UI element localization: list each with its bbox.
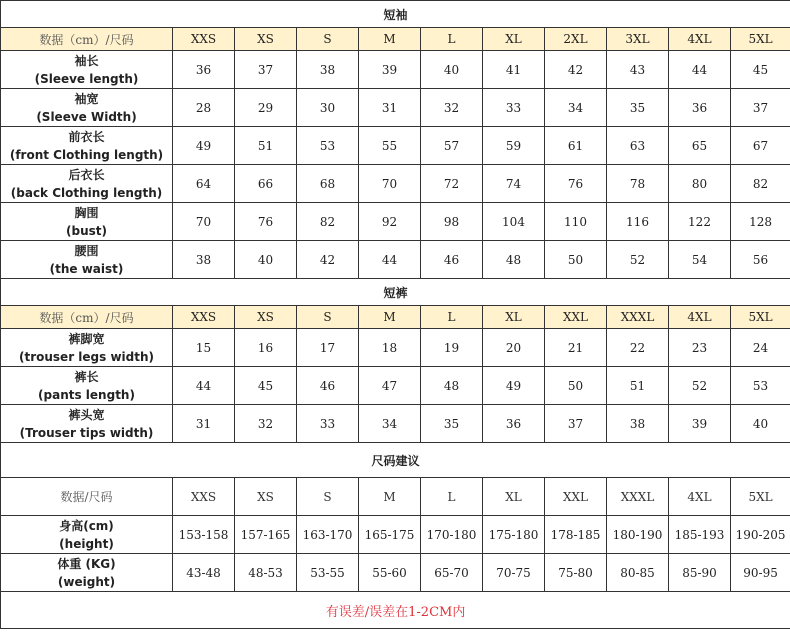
table-cell: 175-180 — [483, 516, 545, 554]
advice-row-label — [1, 516, 173, 554]
table-cell: 56 — [731, 241, 790, 279]
short-sleeve-row-label — [1, 241, 173, 279]
table-row — [1, 405, 790, 443]
table-cell: 80 — [669, 165, 731, 203]
table-cell: 190-205 — [731, 516, 790, 554]
short-sleeve-row-label — [1, 165, 173, 203]
table-cell: 15 — [173, 329, 235, 367]
table-cell: 78 — [607, 165, 669, 203]
row-label-en: (Sleeve Width) — [36, 109, 137, 124]
table-cell: 61 — [545, 127, 607, 165]
size-shorts-1: XS — [235, 306, 297, 329]
short-sleeve-row-label — [1, 127, 173, 165]
row-label-cn: 体重 (KG) — [57, 556, 116, 571]
size-shorts-0: XXS — [173, 306, 235, 329]
table-cell: 44 — [669, 51, 731, 89]
table-cell: 66 — [235, 165, 297, 203]
short-sleeve-title-row — [1, 1, 790, 28]
table-cell: 153-158 — [173, 516, 235, 554]
shorts-title-row — [1, 279, 790, 306]
table-row — [1, 203, 790, 241]
shorts-header-label: 数据（cm）/尺码 — [1, 306, 173, 329]
advice-row-label — [1, 554, 173, 592]
row-label-en: (trouser legs width) — [18, 349, 155, 364]
table-cell: 74 — [483, 165, 545, 203]
table-cell: 165-175 — [359, 516, 421, 554]
table-cell: 46 — [297, 367, 359, 405]
row-label-en: (the waist) — [49, 261, 124, 276]
table-cell: 44 — [173, 367, 235, 405]
table-cell: 31 — [173, 405, 235, 443]
size-short-sleeve-7: 3XL — [607, 28, 669, 51]
table-cell: 82 — [731, 165, 790, 203]
table-cell: 21 — [545, 329, 607, 367]
table-cell: 45 — [235, 367, 297, 405]
table-cell: 53-55 — [297, 554, 359, 592]
table-cell: 24 — [731, 329, 790, 367]
shorts-row-label — [1, 329, 173, 367]
table-cell: 50 — [545, 241, 607, 279]
table-cell: 53 — [731, 367, 790, 405]
table-cell: 40 — [731, 405, 790, 443]
table-cell: 38 — [607, 405, 669, 443]
size-advice-6: XXL — [545, 478, 607, 516]
size-shorts-2: S — [297, 306, 359, 329]
table-cell: 72 — [421, 165, 483, 203]
table-cell: 178-185 — [545, 516, 607, 554]
row-label-en: (front Clothing length) — [9, 147, 164, 162]
row-label-cn: 后衣长 — [68, 167, 105, 182]
table-cell: 185-193 — [669, 516, 731, 554]
table-cell: 116 — [607, 203, 669, 241]
table-cell: 92 — [359, 203, 421, 241]
table-cell: 33 — [483, 89, 545, 127]
table-cell: 51 — [607, 367, 669, 405]
size-shorts-7: XXXL — [607, 306, 669, 329]
table-cell: 42 — [545, 51, 607, 89]
note-row — [1, 592, 790, 629]
size-short-sleeve-3: M — [359, 28, 421, 51]
row-label-cn: 袖宽 — [74, 91, 99, 106]
table-cell: 50 — [545, 367, 607, 405]
size-short-sleeve-5: XL — [483, 28, 545, 51]
shorts-row-label — [1, 367, 173, 405]
short-sleeve-size-header — [1, 28, 790, 51]
table-cell: 170-180 — [421, 516, 483, 554]
row-label-cn: 胸围 — [74, 205, 99, 220]
size-advice-7: XXXL — [607, 478, 669, 516]
size-advice-9: 5XL — [731, 478, 790, 516]
table-cell: 67 — [731, 127, 790, 165]
table-cell: 34 — [359, 405, 421, 443]
table-cell: 46 — [421, 241, 483, 279]
table-cell: 23 — [669, 329, 731, 367]
table-cell: 70 — [359, 165, 421, 203]
error-note: 有误差/误差在1-2CM内 — [1, 592, 790, 629]
short-sleeve-header-label: 数据（cm）/尺码 — [1, 28, 173, 51]
table-cell: 65 — [669, 127, 731, 165]
table-cell: 35 — [421, 405, 483, 443]
table-cell: 32 — [235, 405, 297, 443]
row-label-en: (weight) — [57, 574, 116, 589]
table-cell: 52 — [607, 241, 669, 279]
table-cell: 22 — [607, 329, 669, 367]
table-cell: 53 — [297, 127, 359, 165]
table-cell: 70 — [173, 203, 235, 241]
shorts-row-label — [1, 405, 173, 443]
size-advice-3: M — [359, 478, 421, 516]
table-cell: 128 — [731, 203, 790, 241]
table-cell: 49 — [483, 367, 545, 405]
table-cell: 68 — [297, 165, 359, 203]
row-label-en: (bust) — [66, 223, 107, 238]
size-short-sleeve-9: 5XL — [731, 28, 790, 51]
size-short-sleeve-0: XXS — [173, 28, 235, 51]
advice-header-label: 数据/尺码 — [1, 478, 173, 516]
table-cell: 65-70 — [421, 554, 483, 592]
table-cell: 51 — [235, 127, 297, 165]
table-cell: 16 — [235, 329, 297, 367]
table-cell: 70-75 — [483, 554, 545, 592]
row-label-en: (Trouser tips width) — [19, 425, 154, 440]
table-cell: 17 — [297, 329, 359, 367]
table-cell: 82 — [297, 203, 359, 241]
table-cell: 80-85 — [607, 554, 669, 592]
table-cell: 110 — [545, 203, 607, 241]
row-label-cn: 裤脚宽 — [68, 331, 105, 346]
table-cell: 37 — [731, 89, 790, 127]
table-cell: 19 — [421, 329, 483, 367]
table-cell: 43-48 — [173, 554, 235, 592]
table-cell: 29 — [235, 89, 297, 127]
row-label-en: (height) — [59, 536, 114, 551]
table-cell: 44 — [359, 241, 421, 279]
table-cell: 36 — [173, 51, 235, 89]
table-cell: 39 — [669, 405, 731, 443]
table-cell: 180-190 — [607, 516, 669, 554]
size-shorts-6: XXL — [545, 306, 607, 329]
size-short-sleeve-8: 4XL — [669, 28, 731, 51]
size-shorts-5: XL — [483, 306, 545, 329]
table-cell: 64 — [173, 165, 235, 203]
table-cell: 59 — [483, 127, 545, 165]
size-advice-2: S — [297, 478, 359, 516]
table-cell: 30 — [297, 89, 359, 127]
short-sleeve-row-label — [1, 89, 173, 127]
table-cell: 32 — [421, 89, 483, 127]
size-advice-8: 4XL — [669, 478, 731, 516]
table-cell: 38 — [297, 51, 359, 89]
table-cell: 122 — [669, 203, 731, 241]
size-advice-1: XS — [235, 478, 297, 516]
row-label-en: (Sleeve length) — [34, 71, 139, 86]
table-cell: 45 — [731, 51, 790, 89]
table-cell: 42 — [297, 241, 359, 279]
table-cell: 54 — [669, 241, 731, 279]
table-cell: 39 — [359, 51, 421, 89]
row-label-en: (pants length) — [38, 387, 135, 402]
advice-size-header — [1, 478, 790, 516]
table-cell: 41 — [483, 51, 545, 89]
size-shorts-4: L — [421, 306, 483, 329]
table-cell: 55-60 — [359, 554, 421, 592]
row-label-cn: 裤长 — [74, 369, 99, 384]
table-cell: 36 — [669, 89, 731, 127]
table-cell: 33 — [297, 405, 359, 443]
table-row — [1, 367, 790, 405]
table-cell: 76 — [545, 165, 607, 203]
short-sleeve-title: 短袖 — [1, 1, 790, 28]
size-advice-4: L — [421, 478, 483, 516]
table-cell: 52 — [669, 367, 731, 405]
table-cell: 28 — [173, 89, 235, 127]
table-cell: 18 — [359, 329, 421, 367]
table-cell: 31 — [359, 89, 421, 127]
table-cell: 37 — [235, 51, 297, 89]
table-row — [1, 127, 790, 165]
table-cell: 34 — [545, 89, 607, 127]
table-cell: 37 — [545, 405, 607, 443]
shorts-title: 短裤 — [1, 279, 790, 306]
table-row — [1, 165, 790, 203]
row-label-cn: 身高(cm) — [59, 518, 114, 533]
table-cell: 48-53 — [235, 554, 297, 592]
table-cell: 90-95 — [731, 554, 790, 592]
short-sleeve-row-label — [1, 203, 173, 241]
table-row — [1, 554, 790, 592]
table-cell: 76 — [235, 203, 297, 241]
advice-title: 尺码建议 — [1, 443, 790, 478]
size-shorts-9: 5XL — [731, 306, 790, 329]
table-cell: 157-165 — [235, 516, 297, 554]
size-short-sleeve-1: XS — [235, 28, 297, 51]
table-cell: 20 — [483, 329, 545, 367]
table-cell: 63 — [607, 127, 669, 165]
table-cell: 36 — [483, 405, 545, 443]
row-label-cn: 袖长 — [74, 53, 99, 68]
short-sleeve-row-label — [1, 51, 173, 89]
advice-title-row — [1, 443, 790, 478]
table-cell: 98 — [421, 203, 483, 241]
table-cell: 48 — [483, 241, 545, 279]
size-short-sleeve-6: 2XL — [545, 28, 607, 51]
table-cell: 49 — [173, 127, 235, 165]
row-label-en: (back Clothing length) — [10, 185, 163, 200]
table-cell: 57 — [421, 127, 483, 165]
row-label-cn: 腰围 — [74, 243, 99, 258]
row-label-cn: 前衣长 — [68, 129, 105, 144]
table-row — [1, 516, 790, 554]
table-row — [1, 241, 790, 279]
table-cell: 40 — [421, 51, 483, 89]
table-cell: 48 — [421, 367, 483, 405]
size-advice-5: XL — [483, 478, 545, 516]
shorts-size-header — [1, 306, 790, 329]
table-cell: 40 — [235, 241, 297, 279]
size-shorts-8: 4XL — [669, 306, 731, 329]
table-cell: 55 — [359, 127, 421, 165]
table-row — [1, 51, 790, 89]
table-cell: 47 — [359, 367, 421, 405]
size-shorts-3: M — [359, 306, 421, 329]
table-cell: 75-80 — [545, 554, 607, 592]
table-row — [1, 329, 790, 367]
table-cell: 104 — [483, 203, 545, 241]
size-short-sleeve-2: S — [297, 28, 359, 51]
size-advice-0: XXS — [173, 478, 235, 516]
table-cell: 35 — [607, 89, 669, 127]
table-cell: 38 — [173, 241, 235, 279]
row-label-cn: 裤头宽 — [68, 407, 105, 422]
size-short-sleeve-4: L — [421, 28, 483, 51]
table-cell: 43 — [607, 51, 669, 89]
table-cell: 85-90 — [669, 554, 731, 592]
table-row — [1, 89, 790, 127]
table-cell: 163-170 — [297, 516, 359, 554]
